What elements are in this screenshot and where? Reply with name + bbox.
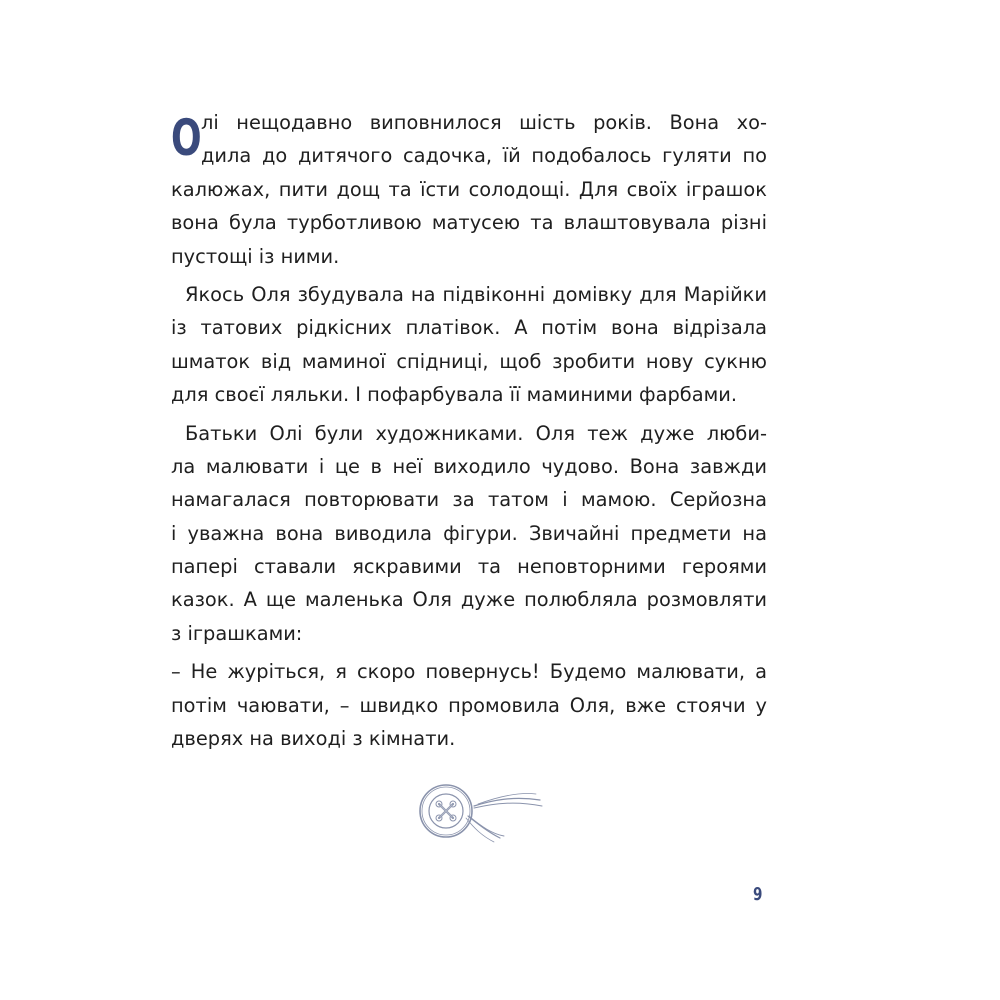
text-line: калюжах, пити дощ та їсти солодощі. Для своїх іграшок <box>171 177 767 201</box>
text-line: – Не журіться, я скоро повернусь! Будемо малювати, а <box>171 660 767 684</box>
sewing-button-illustration <box>408 776 548 846</box>
text-line: лі нещодавно виповнилося шість років. Вона хо- <box>201 111 767 134</box>
page-body-text <box>171 106 767 760</box>
paragraph-2 <box>171 278 767 412</box>
text-line: дила до дитячого садочка, їй подобалось гуляти по <box>201 144 767 168</box>
text-line: Якось Оля збудувала на підвіконні домівку для Марійки <box>185 282 767 306</box>
text-line: намагалася повторювати за татом і мамою. Серйозна <box>171 488 767 512</box>
text-line: з іграшками: <box>171 621 303 645</box>
paragraph-4 <box>171 655 767 755</box>
text-line: для своєї ляльки. І пофарбувала її маминими фарбами. <box>171 383 738 407</box>
text-line: дверях на виході з кімнати. <box>171 727 456 751</box>
text-line: Батьки Олі були художниками. Оля теж дуже люби- <box>185 421 767 445</box>
text-line: ла малювати і це в неї виходило чудово. Вона завжди <box>171 454 767 478</box>
text-line: папері ставали яскравими та неповторними героями <box>171 555 767 579</box>
text-line: вона була турботливою матусею та влаштовувала різні <box>171 211 767 235</box>
page-number: 9 <box>753 884 763 905</box>
paragraph-3 <box>171 417 767 651</box>
text-line: потім чаювати, – швидко промовила Оля, вже стоячи у <box>171 693 767 717</box>
paragraph-1 <box>171 106 767 273</box>
text-line: казок. А ще маленька Оля дуже полюбляла розмовляти <box>171 588 767 612</box>
text-line: із татових рідкісних платівок. А потім вона відрізала <box>171 316 767 340</box>
drop-cap: О <box>171 109 202 167</box>
text-line: і уважна вона виводила фігури. Звичайні предмети на <box>171 521 767 545</box>
text-line: пустощі із ними. <box>171 244 340 268</box>
text-line: шматок від маминої спідниці, щоб зробити нову сукню <box>171 349 767 373</box>
